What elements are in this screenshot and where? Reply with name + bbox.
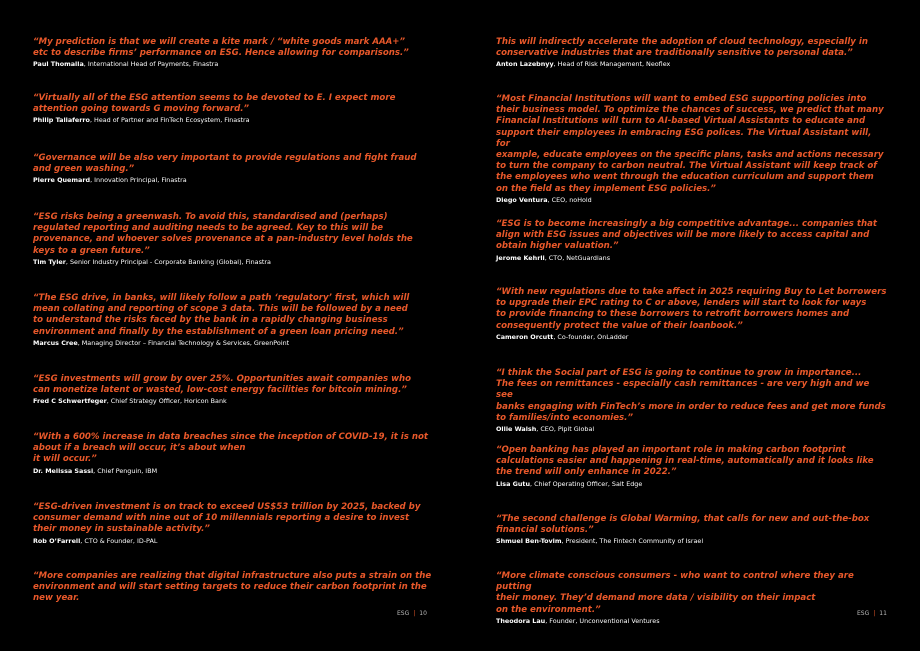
quote-attribution — [33, 176, 433, 185]
quote-block — [33, 212, 433, 267]
quote-attribution — [33, 60, 433, 69]
quote-text: “Open banking has played an important role in making carbon footprint calculations easier and happening in real-time, automatically and it looks like the trend will only enhance in 2022.” — [496, 445, 874, 478]
folio-section: ESG — [857, 610, 870, 617]
quote-text: “ESG is to become increasingly a big competitive advantage... companies that align with ESG issues and objectives will be more likely to access capital and obtain higher valuation.” — [496, 219, 878, 252]
author-name: Ollie Walsh — [496, 425, 537, 434]
author-role: , Chief Operating Officer, Salt Edge — [530, 479, 643, 488]
author-role: , Senior Industry Principal - Corporate Banking (Global), Finastra — [65, 257, 271, 266]
quote-block — [496, 287, 888, 342]
page-number: 11 — [879, 610, 887, 617]
author-role: , CEO, noHold — [547, 195, 592, 204]
quote-attribution — [496, 480, 888, 489]
quote-block — [33, 93, 433, 125]
quote-attribution — [496, 196, 888, 205]
quote-text: “Virtually all of the ESG attention seems to be devoted to E. I expect more attention going towards G moving forward.” — [33, 93, 396, 115]
author-role: , International Head of Payments, Finastra — [83, 60, 219, 69]
author-role: , Chief Strategy Officer, Horicon Bank — [106, 397, 227, 406]
page-folio — [857, 610, 887, 617]
quote-block — [496, 37, 888, 69]
quote-block — [496, 571, 888, 626]
author-role: , President, The Fintech Community of Israel — [561, 537, 704, 546]
quote-block — [33, 293, 433, 348]
quote-text: “ESG investments will grow by over 25%. Opportunities await companies who can monetize latent or wasted, low-cost energy facilities for bitcoin mining.” — [33, 374, 412, 396]
author-name: Marcus Cree — [33, 338, 78, 347]
author-name: Paul Thomalla — [33, 60, 84, 69]
author-name: Lisa Gutu — [496, 479, 531, 488]
quote-text: “My prediction is that we will create a kite mark / “white goods mark AAA+” etc to describe firms’ performance on ESG. Hence allowing for comparisons.” — [33, 37, 409, 59]
author-name: Diego Ventura — [496, 195, 548, 204]
quote-attribution — [33, 397, 433, 406]
quote-block — [33, 502, 433, 546]
quote-block — [33, 374, 433, 406]
author-role: , CEO, Pipit Global — [536, 425, 595, 434]
author-name: Rob O’Farrell — [33, 536, 81, 545]
right-page — [460, 0, 920, 651]
quote-block — [496, 219, 888, 263]
page-number: 10 — [419, 610, 427, 617]
folio-separator: | — [413, 610, 416, 617]
quote-text: “ESG risks being a greenwash. To avoid this, standardised and (perhaps) regulated reporting and auditing needs to be agreed. Key to this will be provenance, and whoever solves provenance at a pan-industry level holds the keys to a green future.” — [33, 212, 413, 256]
quote-text: “More climate conscious consumers - who want to control where they are putting their money. They’d demand more data / visibility on their impact on the environment.” — [496, 571, 854, 615]
author-role: , Chief Penguin, IBM — [93, 466, 158, 475]
author-name: Theodora Lau — [496, 616, 546, 625]
quote-text: “The ESG drive, in banks, will likely follow a path ‘regulatory’ first, which will mean collating and reporting of scope 3 data. This will be followed by a need to understand the risks faced by the bank in a rapidly changing business environment and finally by the establishment of a green loan pricing need.” — [33, 293, 410, 337]
author-role: , Founder, Unconventional Ventures — [545, 616, 660, 625]
quote-text: “With a 600% increase in data breaches since the inception of COVID-19, it is not about if a breach will occur, it’s about when it will occur.” — [33, 432, 428, 465]
author-role: , CTO, NetGuardians — [544, 253, 611, 262]
quote-attribution — [496, 333, 888, 342]
author-name: Shmuel Ben-Tovim — [496, 537, 562, 546]
quote-attribution — [496, 60, 888, 69]
folio-section: ESG — [397, 610, 410, 617]
quote-text: “Governance will be also very important to provide regulations and fight fraud and green washing.” — [33, 153, 417, 175]
quote-text: “Most Financial Institutions will want to embed ESG supporting policies into their business model. To optimize the chances of success, we predict that many Financial Institutions will turn to AI-based Virtual Assistants to educate and support their employees in embracing ESG polices. The Virtual Assistant will, for example, educate employees on the specific plans, tasks and actions necessary to turn the company to carbon neutral. The Virtual Assistant will keep track of the employees who went through the education curriculum and support them on the field as they implement ESG policies.” — [496, 94, 884, 194]
author-name: Philip Taliaferro — [33, 116, 90, 125]
quote-block — [33, 571, 433, 605]
quote-block — [496, 94, 888, 205]
quote-text: “I think the Social part of ESG is going to continue to grow in importance... The fees on remittances - especially cash remittances - are very high and we see banks engaging with FinTech’s more in order to reduce fees and get more funds to families/into economies.” — [496, 368, 886, 423]
quote-text: This will indirectly accelerate the adoption of cloud technology, especially in conservative industries that are traditionally sensitive to personal data.” — [496, 37, 868, 59]
quote-attribution — [496, 537, 888, 546]
author-role: , Innovation Principal, Finastra — [90, 176, 187, 185]
author-role: , CTO & Founder, ID-PAL — [80, 536, 158, 545]
author-role: , Head of Risk Management, Neoflex — [553, 60, 671, 69]
quote-text: “ESG-driven investment is on track to exceed US$53 trillion by 2025, backed by consumer demand with nine out of 10 millennials reporting a desire to invest their money in sustainable activity.” — [33, 502, 421, 535]
quote-attribution — [33, 116, 433, 125]
author-role: , Managing Director – Financial Technology & Services, GreenPoint — [77, 338, 290, 347]
quote-text: “The second challenge is Global Warming, that calls for new and out-the-box financial solutions.” — [496, 514, 870, 536]
quote-text: “More companies are realizing that digital infrastructure also puts a strain on the environment and will start setting targets to reduce their carbon footprint in the new year. — [33, 571, 432, 604]
folio-separator: | — [873, 610, 876, 617]
quote-attribution — [496, 254, 888, 263]
quote-block — [496, 514, 888, 546]
quote-attribution — [496, 425, 888, 434]
quote-attribution — [33, 258, 433, 267]
author-role: , Co-founder, OnLadder — [553, 332, 629, 341]
author-name: Pierre Quemard — [33, 176, 91, 185]
quote-block — [496, 368, 888, 434]
author-name: Fred C Schwertfeger — [33, 397, 107, 406]
quote-block — [33, 37, 433, 69]
author-name: Cameron Orcutt — [496, 332, 554, 341]
author-name: Anton Lazebnyy — [496, 60, 554, 69]
quote-text: “With new regulations due to take affect in 2025 requiring Buy to Let borrowers to upgrade their EPC rating to C or above, lenders will start to look for ways to provide financing to these borrowers to retrofit borrowers homes and consequently protect the value of their loanbook.” — [496, 287, 887, 331]
quote-attribution — [33, 467, 433, 476]
page-folio — [397, 610, 427, 617]
author-name: Jerome Kehrli — [496, 253, 545, 262]
author-name: Dr. Melissa Sassi — [33, 466, 94, 475]
quote-block — [33, 432, 433, 476]
quote-attribution — [496, 617, 888, 626]
quote-attribution — [33, 537, 433, 546]
quote-block — [496, 445, 888, 489]
quote-block — [33, 153, 433, 185]
author-role: , Head of Partner and FinTech Ecosystem, Finastra — [89, 116, 250, 125]
author-name: Tim Tyler — [33, 257, 66, 266]
quote-attribution — [33, 339, 433, 348]
